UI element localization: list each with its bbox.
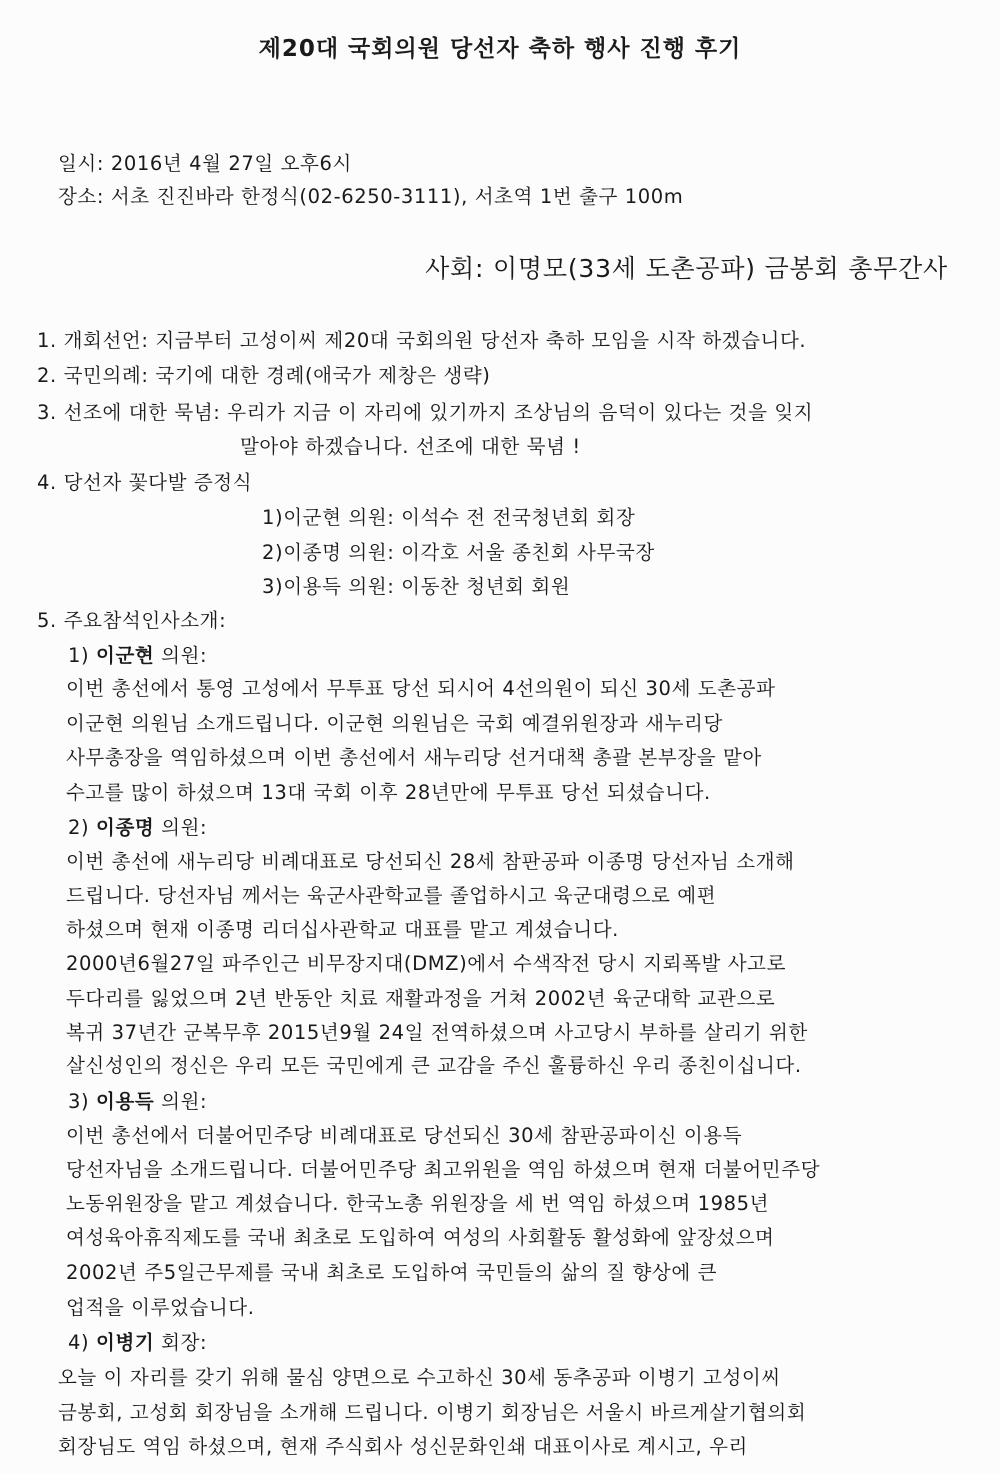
guest-text: 이번 총선에서 통영 고성에서 무투표 당선 되시어 4선의원이 되신 30세 도촌공파 (66, 677, 776, 700)
guest-text: 두다리를 잃었으며 2년 반동안 치료 재활과정을 거쳐 2002년 육군대학 교관으로 (66, 987, 776, 1010)
guest-text: 업적을 이루었습니다. (66, 1296, 255, 1319)
guest-text: 당선자님을 소개드립니다. 더불어민주당 최고위원을 역임 하셨으며 현재 더불어민주당 (66, 1158, 821, 1181)
guest-text: 수고를 많이 하셨으며 13대 국회 이후 28년만에 무투표 당선 되셨습니다. (66, 781, 711, 804)
program-item-3: 3. 선조에 대한 묵념: 우리가 지금 이 자리에 있기까지 조상님의 음덕이 있다는 것을 잊지 (37, 401, 814, 424)
guest-text: 이번 총선에서 더불어민주당 비례대표로 당선되신 30세 참판공파이신 이용득 (66, 1124, 743, 1147)
guest-text: 노동위원장을 맡고 계셨습니다. 한국노총 위원장을 세 번 역임 하셨으며 1985년 (66, 1192, 770, 1215)
guest-text: 2000년6월27일 파주인근 비무장지대(DMZ)에서 수색작전 당시 지뢰폭발 사고로 (66, 952, 787, 975)
guest-name: 이종명 (96, 816, 155, 839)
program-item-1: 1. 개회선언: 지금부터 고성이씨 제20대 국회의원 당선자 축하 모임을 시작 하겠습니다. (37, 329, 807, 352)
program-item-3-cont: 말아야 하겠습니다. 선조에 대한 묵념 ! (240, 435, 581, 458)
guest-name: 이용득 (96, 1090, 155, 1113)
guest-heading-3: 3) 이용득 의원: (68, 1090, 208, 1113)
guest-name: 이군현 (96, 644, 155, 667)
guest-heading-2: 2) 이종명 의원: (68, 816, 208, 839)
event-date: 일시: 2016년 4월 27일 오후6시 (58, 152, 352, 175)
guest-heading-4: 4) 이병기 회장: (68, 1331, 208, 1354)
guest-text: 하셨으며 현재 이종명 리더십사관학교 대표를 맡고 계셨습니다. (66, 918, 619, 941)
program-item-4: 4. 당선자 꽃다발 증정식 (37, 471, 253, 494)
guest-text: 오늘 이 자리를 갖기 위해 물심 양면으로 수고하신 30세 동추공파 이병기 고성이씨 (58, 1366, 781, 1389)
guest-text: 여성육아휴직제도를 국내 최초로 도입하여 여성의 사회활동 활성화에 앞장섰으며 (66, 1226, 775, 1249)
program-item-2: 2. 국민의례: 국기에 대한 경례(애국가 제창은 생략) (37, 364, 491, 387)
bouquet-presenter-1: 1)이군현 의원: 이석수 전 전국청년회 회장 (262, 506, 636, 529)
event-place: 장소: 서초 진진바라 한정식(02-6250-3111), 서초역 1번 출구 100m (58, 185, 684, 208)
guest-text: 사무총장을 역임하셨으며 이번 총선에서 새누리당 선거대책 총괄 본부장을 맡아 (66, 746, 762, 769)
bouquet-presenter-3: 3)이용득 의원: 이동찬 청년회 회원 (262, 575, 571, 598)
bouquet-presenter-2: 2)이종명 의원: 이각호 서울 종친회 사무국장 (262, 541, 655, 564)
document-title: 제20대 국회의원 당선자 축하 행사 진행 후기 (258, 36, 742, 62)
guest-text: 이번 총선에 새누리당 비례대표로 당선되신 28세 참판공파 이종명 당선자님 소개해 (66, 850, 795, 873)
guest-heading-1: 1) 이군현 의원: (68, 644, 208, 667)
guest-text: 복귀 37년간 군복무후 2015년9월 24일 전역하셨으며 사고당시 부하를 살리기 위한 (66, 1021, 808, 1044)
guest-text: 회장님도 역임 하셨으며, 현재 주식회사 성신문화인쇄 대표이사로 계시고, 우리 (58, 1435, 748, 1458)
guest-text: 이군현 의원님 소개드립니다. 이군현 의원님은 국회 예결위원장과 새누리당 (66, 712, 723, 735)
guest-text: 금봉회, 고성회 회장님을 소개해 드립니다. 이병기 회장님은 서울시 바르게살기협의회 (58, 1401, 807, 1424)
guest-text: 드립니다. 당선자님 께서는 육군사관학교를 졸업하시고 육군대령으로 예편 (66, 884, 717, 907)
event-host: 사회: 이명모(33세 도촌공파) 금봉회 총무간사 (425, 254, 948, 283)
program-item-5: 5. 주요참석인사소개: (37, 609, 227, 632)
guest-text: 살신성인의 정신은 우리 모든 국민에게 큰 교감을 주신 훌륭하신 우리 종친이십니다. (66, 1054, 802, 1077)
guest-name: 이병기 (96, 1331, 155, 1354)
guest-text: 2002년 주5일근무제를 국내 최초로 도입하여 국민들의 삶의 질 향상에 큰 (66, 1261, 718, 1284)
